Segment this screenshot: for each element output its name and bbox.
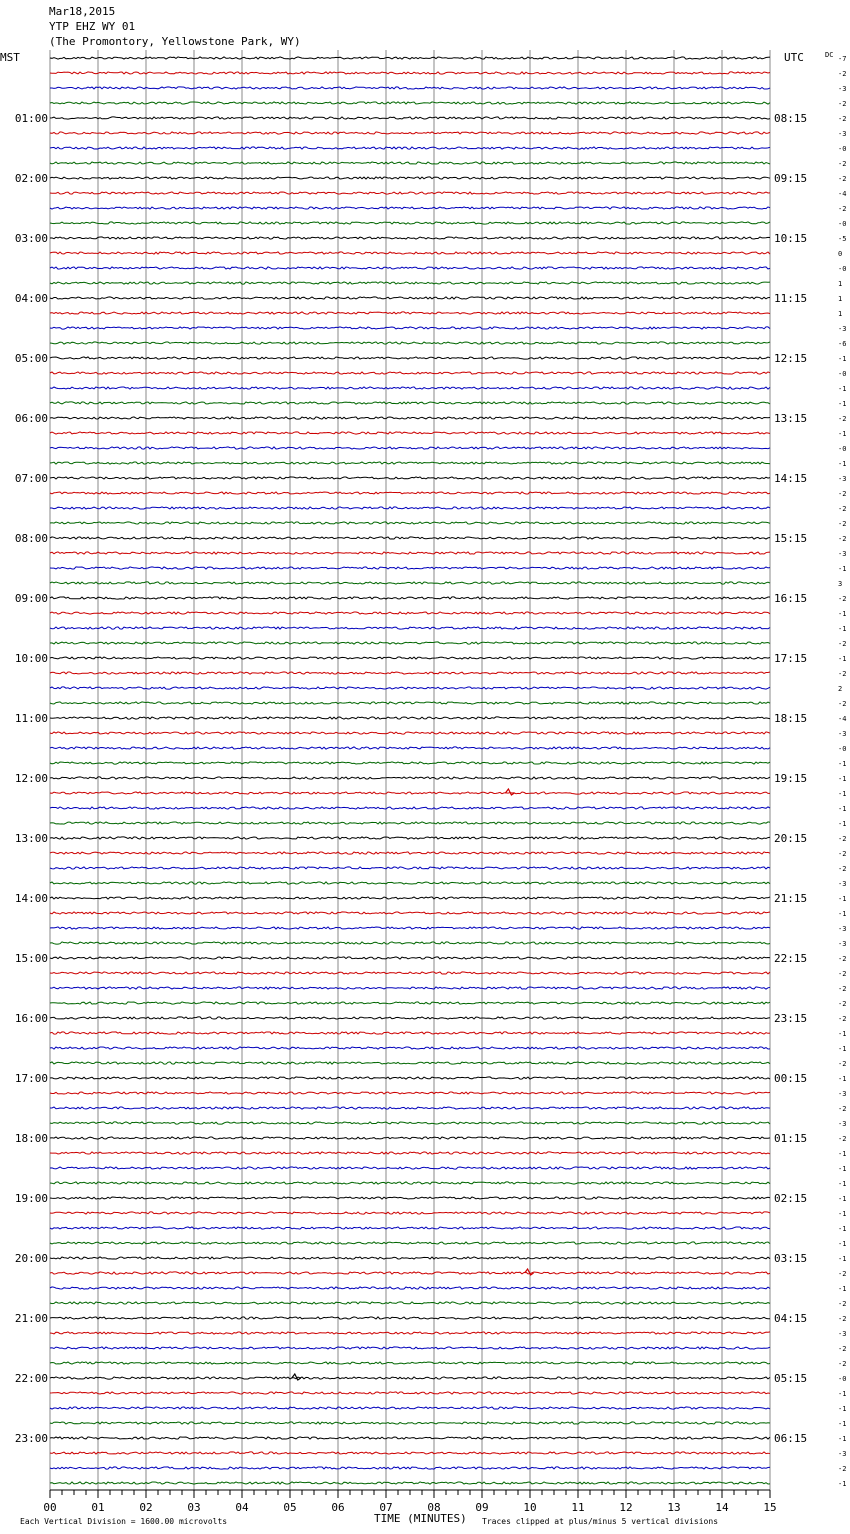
utc-hour-label: 05:15	[774, 1372, 808, 1385]
dc-offset-label: -1	[838, 1045, 847, 1053]
trace-line	[50, 1377, 770, 1379]
x-tick-label: 07	[379, 1501, 393, 1514]
utc-hour-label: 20:15	[774, 832, 808, 845]
mst-hour-label: 13:00	[14, 832, 48, 845]
dc-offset-label: -1	[838, 820, 847, 828]
trace-line	[50, 357, 770, 359]
trace-line	[50, 552, 770, 554]
mst-hour-label: 09:00	[14, 592, 48, 605]
trace-line	[50, 747, 770, 749]
trace-line	[50, 132, 770, 134]
utc-hour-label: 16:15	[774, 592, 808, 605]
x-tick-label: 15	[763, 1501, 777, 1514]
mst-hour-label: 04:00	[14, 292, 48, 305]
trace-line	[50, 882, 770, 884]
dc-offset-label: -5	[838, 235, 847, 243]
trace-line	[50, 1197, 770, 1199]
dc-offset-label: -2	[838, 1060, 847, 1068]
trace-line	[50, 807, 770, 809]
trace-line	[50, 942, 770, 944]
trace-line	[50, 1212, 770, 1214]
dc-offset-label: -2	[838, 595, 847, 603]
utc-hour-label: 19:15	[774, 772, 808, 785]
x-tick-label: 11	[571, 1501, 585, 1514]
trace-line	[50, 912, 770, 914]
trace-line	[50, 1362, 770, 1364]
x-tick-label: 14	[715, 1501, 729, 1514]
trace-line	[50, 822, 770, 824]
x-tick-label: 04	[235, 1501, 249, 1514]
mst-hour-label: 08:00	[14, 532, 48, 545]
trace-line	[50, 267, 770, 269]
dc-offset-label: -1	[838, 895, 847, 903]
dc-offset-label: -2	[838, 1465, 847, 1473]
trace-line	[50, 402, 770, 404]
mst-hour-label: 14:00	[14, 892, 48, 905]
dc-offset-label: -1	[838, 430, 847, 438]
dc-offset-label: -2	[838, 70, 847, 78]
dc-offset-label: -1	[838, 1210, 847, 1218]
utc-hour-label: 09:15	[774, 172, 808, 185]
trace-line	[50, 87, 770, 89]
dc-offset-label: -2	[838, 490, 847, 498]
dc-offset-label: -7	[838, 55, 847, 63]
trace-line	[50, 1317, 770, 1319]
dc-offset-label: -3	[838, 880, 847, 888]
trace-line	[50, 1407, 770, 1409]
trace-line	[50, 447, 770, 449]
utc-hour-label: 01:15	[774, 1132, 808, 1145]
dc-offset-label: -0	[838, 145, 847, 153]
trace-line	[50, 612, 770, 614]
utc-hour-label: 15:15	[774, 532, 808, 545]
mst-hour-label: 12:00	[14, 772, 48, 785]
trace-line	[50, 957, 770, 959]
trace-line	[50, 1467, 770, 1469]
trace-line	[50, 222, 770, 224]
dc-offset-label: -1	[838, 460, 847, 468]
trace-line	[50, 1287, 770, 1289]
dc-offset-label: 1	[838, 295, 843, 303]
dc-offset-label: -3	[838, 1120, 847, 1128]
dc-offset-label: -2	[838, 1300, 847, 1308]
dc-offset-label: 1	[838, 280, 843, 288]
trace-line	[50, 162, 770, 164]
utc-hour-label: 03:15	[774, 1252, 808, 1265]
utc-hour-label: 17:15	[774, 652, 808, 665]
dc-offset-label: -1	[838, 1180, 847, 1188]
dc-offset-label: -1	[838, 1240, 847, 1248]
dc-offset-label: -2	[838, 535, 847, 543]
dc-offset-label: -2	[838, 970, 847, 978]
trace-line	[50, 987, 770, 989]
trace-line	[50, 237, 770, 239]
trace-line	[50, 57, 770, 59]
x-tick-label: 09	[475, 1501, 489, 1514]
trace-line	[50, 852, 770, 854]
dc-offset-label: -3	[838, 730, 847, 738]
utc-hour-label: 12:15	[774, 352, 808, 365]
clip-footer: Traces clipped at plus/minus 5 vertical divisions	[482, 1517, 719, 1526]
trace-line	[50, 1257, 770, 1259]
trace-line	[50, 177, 770, 179]
dc-offset-label: -0	[838, 220, 847, 228]
utc-hour-label: 10:15	[774, 232, 808, 245]
dc-offset-label: -2	[838, 1345, 847, 1353]
trace-line	[50, 1242, 770, 1244]
trace-line	[50, 72, 770, 74]
trace-line	[50, 837, 770, 839]
trace-line	[50, 1347, 770, 1349]
mst-hour-label: 21:00	[14, 1312, 48, 1325]
trace-line	[50, 777, 770, 779]
trace-line	[50, 387, 770, 389]
dc-offset-label: 2	[838, 685, 843, 693]
axis-labels	[0, 51, 846, 1526]
dc-offset-label: -1	[838, 1420, 847, 1428]
dc-offset-label: -2	[838, 1315, 847, 1323]
trace-line	[50, 702, 770, 704]
dc-offset-label: -2	[838, 205, 847, 213]
trace-line	[50, 972, 770, 974]
trace-line	[50, 1047, 770, 1049]
trace-line	[50, 1272, 770, 1274]
trace-line	[50, 207, 770, 209]
trace-line	[50, 477, 770, 479]
utc-hour-label: 14:15	[774, 472, 808, 485]
dc-offset-label: -0	[838, 265, 847, 273]
dc-offset-label: -2	[838, 1270, 847, 1278]
dc-offset-label: -1	[838, 1075, 847, 1083]
dc-offset-label: -2	[838, 850, 847, 858]
mst-hour-label: 07:00	[14, 472, 48, 485]
trace-line	[50, 582, 770, 584]
trace-line	[50, 507, 770, 509]
trace-line	[50, 117, 770, 119]
utc-hour-label: 06:15	[774, 1432, 808, 1445]
dc-offset-label: -1	[838, 1165, 847, 1173]
mst-hour-label: 03:00	[14, 232, 48, 245]
dc-offset-label: 3	[838, 580, 843, 588]
dc-offset-label: -2	[838, 1135, 847, 1143]
dc-offset-label: -1	[838, 385, 847, 393]
dc-offset-label: -1	[838, 790, 847, 798]
utc-axis-label: UTC	[784, 51, 804, 64]
x-tick-label: 01	[91, 1501, 105, 1514]
trace-line	[50, 657, 770, 659]
dc-offset-label: -1	[838, 760, 847, 768]
mst-hour-label: 18:00	[14, 1132, 48, 1145]
trace-line	[50, 102, 770, 104]
dc-offset-label: -3	[838, 475, 847, 483]
trace-line	[50, 867, 770, 869]
trace-line	[50, 252, 770, 254]
dc-offset-label: -1	[838, 655, 847, 663]
trace-line	[50, 282, 770, 284]
dc-offset-label: -2	[838, 415, 847, 423]
dc-offset-label: -3	[838, 130, 847, 138]
trace-line	[50, 327, 770, 329]
trace-line	[50, 1227, 770, 1229]
utc-hour-label: 22:15	[774, 952, 808, 965]
trace-line	[50, 762, 770, 764]
mst-hour-label: 23:00	[14, 1432, 48, 1445]
dc-offset-label: -2	[838, 520, 847, 528]
dc-offset-label: -1	[838, 610, 847, 618]
dc-offset-label: -0	[838, 745, 847, 753]
x-tick-label: 05	[283, 1501, 297, 1514]
trace-line	[50, 567, 770, 569]
plot-date: Mar18,2015	[49, 5, 116, 18]
trace-line	[50, 1437, 770, 1439]
trace-line	[50, 1182, 770, 1184]
utc-hour-label: 21:15	[774, 892, 808, 905]
dc-offset-label: -1	[838, 1030, 847, 1038]
x-tick-label: 02	[139, 1501, 153, 1514]
trace-line	[50, 522, 770, 524]
dc-offset-label: -1	[838, 1480, 847, 1488]
mst-hour-label: 05:00	[14, 352, 48, 365]
mst-hour-label: 01:00	[14, 112, 48, 125]
mst-hour-label: 15:00	[14, 952, 48, 965]
dc-offset-label: -2	[838, 1105, 847, 1113]
station-code: YTP EHZ WY 01	[49, 20, 136, 33]
x-tick-label: 12	[619, 1501, 633, 1514]
station-location: (The Promontory, Yellowstone Park, WY)	[49, 35, 301, 48]
x-tick-label: 03	[187, 1501, 201, 1514]
trace-line	[50, 1017, 770, 1019]
mst-hour-label: 19:00	[14, 1192, 48, 1205]
dc-offset-label: -0	[838, 1375, 847, 1383]
utc-hour-label: 08:15	[774, 112, 808, 125]
x-tick-label: 06	[331, 1501, 345, 1514]
dc-offset-label: -6	[838, 340, 847, 348]
trace-line	[50, 492, 770, 494]
trace-line	[50, 1062, 770, 1064]
trace-line	[50, 1392, 770, 1394]
dc-offset-label: -4	[838, 715, 847, 723]
trace-line	[50, 312, 770, 314]
dc-offset-label: -2	[838, 985, 847, 993]
dc-offset-label: -1	[838, 400, 847, 408]
dc-offset-label: -2	[838, 865, 847, 873]
trace-line	[50, 432, 770, 434]
trace-line	[50, 342, 770, 344]
trace-line	[50, 792, 770, 794]
trace-line	[50, 462, 770, 464]
dc-offset-label: -1	[838, 910, 847, 918]
dc-offset-label: -2	[838, 640, 847, 648]
mst-axis-label: MST	[0, 51, 20, 64]
trace-line	[50, 927, 770, 929]
dc-offset-label: -3	[838, 1330, 847, 1338]
dc-offset-label: -1	[838, 805, 847, 813]
trace-line	[50, 1092, 770, 1094]
dc-offset-label: -2	[838, 115, 847, 123]
dc-offset-label: -0	[838, 370, 847, 378]
trace-line	[50, 1137, 770, 1139]
dc-offset-label: -2	[838, 1360, 847, 1368]
trace-line	[50, 297, 770, 299]
mst-hour-label: 10:00	[14, 652, 48, 665]
seismic-event-mark	[505, 789, 514, 795]
dc-offset-label: -1	[838, 1435, 847, 1443]
mst-hour-label: 20:00	[14, 1252, 48, 1265]
trace-line	[50, 642, 770, 644]
dc-offset-label: -2	[838, 955, 847, 963]
dc-offset-label: 1	[838, 310, 843, 318]
x-tick-label: 08	[427, 1501, 441, 1514]
seismic-traces	[50, 57, 770, 1484]
dc-offset-label: -3	[838, 940, 847, 948]
x-axis-title: TIME (MINUTES)	[374, 1512, 467, 1525]
utc-hour-label: 11:15	[774, 292, 808, 305]
dc-offset-label: -2	[838, 1015, 847, 1023]
x-tick-label: 10	[523, 1501, 537, 1514]
trace-line	[50, 1002, 770, 1004]
trace-line	[50, 192, 770, 194]
dc-label: DC	[825, 51, 834, 59]
utc-hour-label: 23:15	[774, 1012, 808, 1025]
dc-offset-label: -2	[838, 1000, 847, 1008]
trace-line	[50, 147, 770, 149]
trace-line	[50, 672, 770, 674]
dc-offset-label: -1	[838, 625, 847, 633]
mst-hour-label: 22:00	[14, 1372, 48, 1385]
trace-line	[50, 1152, 770, 1154]
trace-line	[50, 1167, 770, 1169]
trace-line	[50, 597, 770, 599]
dc-offset-label: -2	[838, 160, 847, 168]
trace-line	[50, 1482, 770, 1484]
dc-offset-label: -3	[838, 85, 847, 93]
dc-offset-label: -1	[838, 1405, 847, 1413]
utc-hour-label: 04:15	[774, 1312, 808, 1325]
dc-offset-label: -0	[838, 445, 847, 453]
mst-hour-label: 11:00	[14, 712, 48, 725]
dc-offset-label: -1	[838, 1390, 847, 1398]
scale-footer: Each Vertical Division = 1600.00 microvolts	[20, 1517, 228, 1526]
dc-offset-label: 0	[838, 250, 843, 258]
x-tick-label: 13	[667, 1501, 681, 1514]
mst-hour-label: 06:00	[14, 412, 48, 425]
trace-line	[50, 1077, 770, 1079]
dc-offset-label: -2	[838, 175, 847, 183]
dc-offset-label: -3	[838, 1090, 847, 1098]
mst-hour-label: 16:00	[14, 1012, 48, 1025]
dc-offset-label: -1	[838, 565, 847, 573]
utc-hour-label: 00:15	[774, 1072, 808, 1085]
dc-offset-label: -3	[838, 925, 847, 933]
dc-offset-label: -1	[838, 1255, 847, 1263]
trace-line	[50, 627, 770, 629]
dc-offset-label: -2	[838, 670, 847, 678]
trace-line	[50, 687, 770, 689]
trace-line	[50, 732, 770, 734]
trace-line	[50, 372, 770, 374]
dc-offset-label: -4	[838, 190, 847, 198]
dc-offset-label: -1	[838, 355, 847, 363]
dc-offset-label: -1	[838, 1150, 847, 1158]
trace-line	[50, 1122, 770, 1124]
utc-hour-label: 02:15	[774, 1192, 808, 1205]
trace-line	[50, 1332, 770, 1334]
dc-offset-label: -1	[838, 1195, 847, 1203]
trace-line	[50, 1107, 770, 1109]
dc-offset-label: -3	[838, 325, 847, 333]
dc-offset-label: -1	[838, 775, 847, 783]
trace-line	[50, 1032, 770, 1034]
dc-offset-label: -3	[838, 1450, 847, 1458]
dc-offset-label: -1	[838, 1225, 847, 1233]
trace-line	[50, 417, 770, 419]
utc-hour-label: 13:15	[774, 412, 808, 425]
trace-line	[50, 537, 770, 539]
dc-offset-label: -2	[838, 835, 847, 843]
dc-offset-label: -2	[838, 700, 847, 708]
mst-hour-label: 17:00	[14, 1072, 48, 1085]
utc-hour-label: 18:15	[774, 712, 808, 725]
trace-line	[50, 897, 770, 899]
trace-line	[50, 1422, 770, 1424]
dc-offset-label: -1	[838, 1285, 847, 1293]
x-tick-label: 00	[43, 1501, 57, 1514]
dc-offset-label: -3	[838, 550, 847, 558]
trace-line	[50, 1452, 770, 1454]
trace-line	[50, 1302, 770, 1304]
dc-offset-label: -2	[838, 505, 847, 513]
mst-hour-label: 02:00	[14, 172, 48, 185]
trace-line	[50, 717, 770, 719]
dc-offset-label: -2	[838, 100, 847, 108]
